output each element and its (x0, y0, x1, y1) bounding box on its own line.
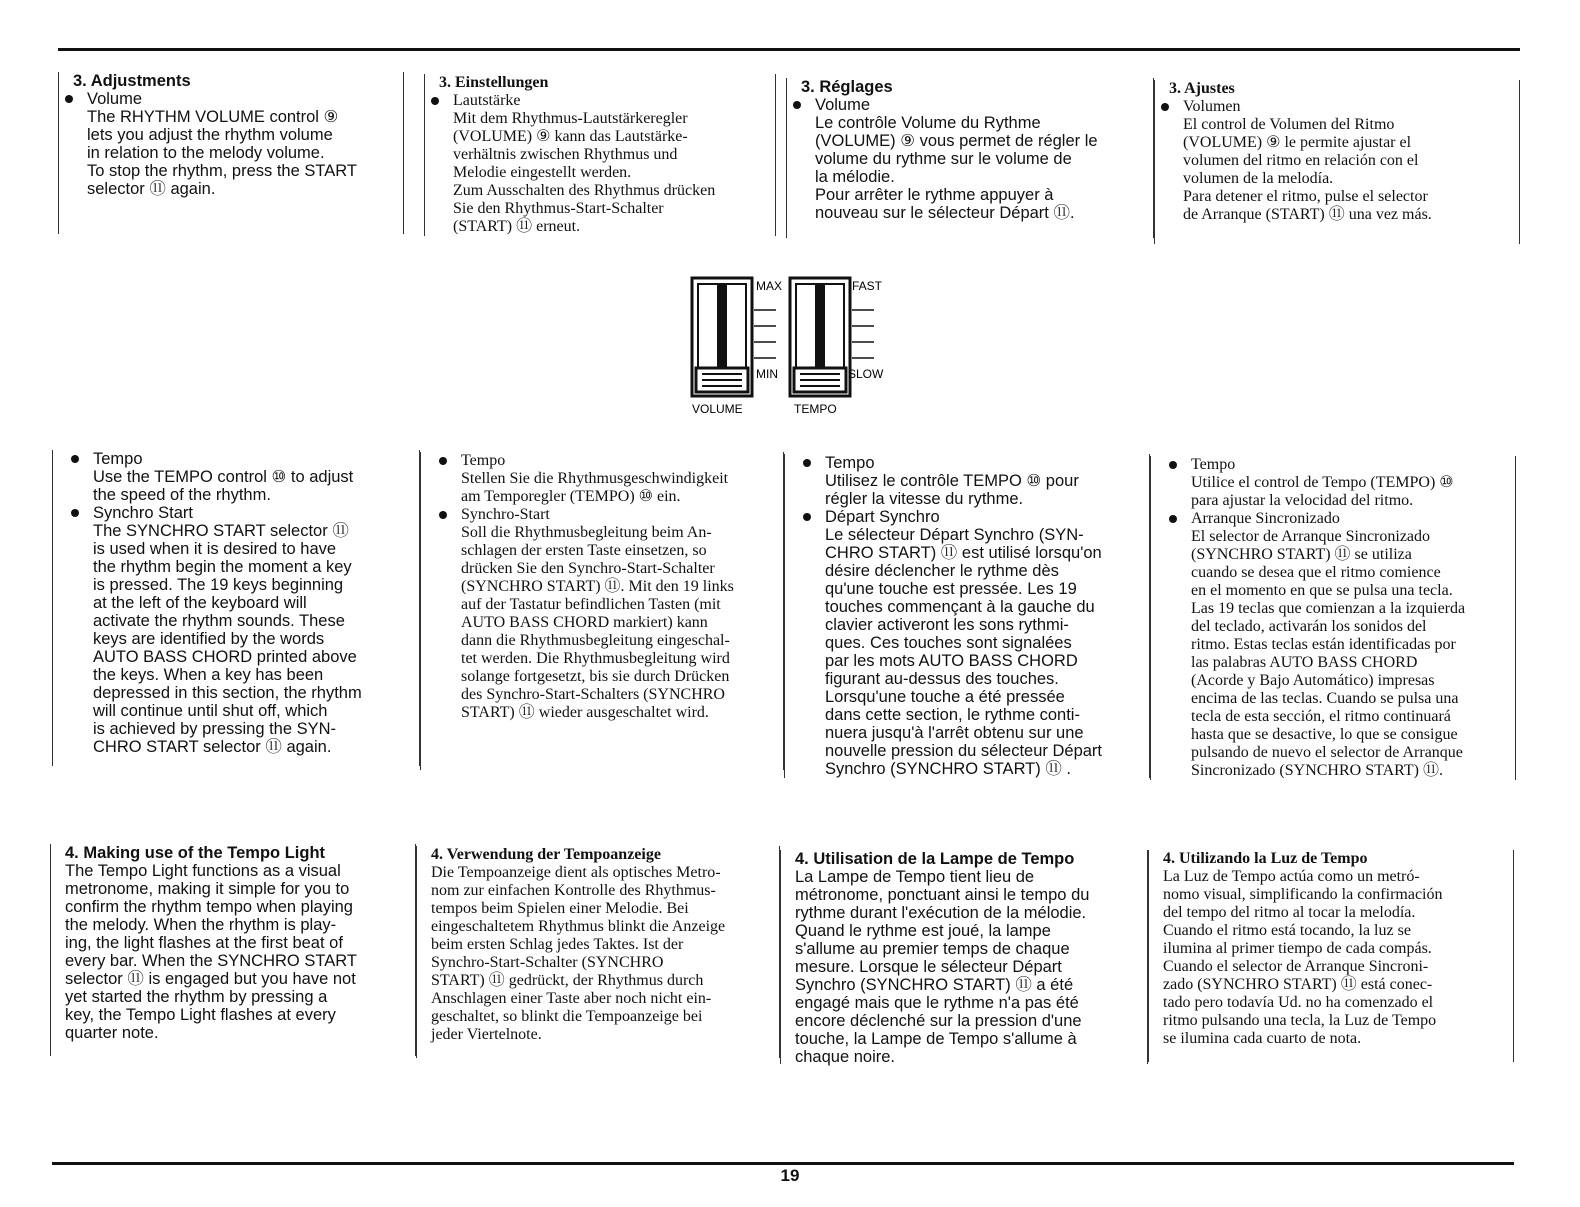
text-line: verhältnis zwischen Rhythmus und (453, 146, 678, 163)
text-line: Melodie eingestellt werden. (453, 164, 632, 181)
text-line: The RHYTHM VOLUME control ⑨ (87, 108, 339, 126)
text-line: jeder Viertelnote. (431, 1026, 542, 1043)
bullet-icon (71, 509, 79, 517)
text-line: Die Tempoanzeige dient als optisches Metro- (431, 864, 721, 881)
text-line: Quand le rythme est joué, la lampe (795, 922, 1051, 940)
text-line: del tempo del ritmo al tocar la melodía. (1163, 904, 1416, 921)
text-line: encore déclenché sur la pression d'une (795, 1012, 1082, 1030)
text-line: Synchro (SYNCHRO START) ⑪ a été (795, 976, 1074, 994)
bullet-icon (65, 95, 73, 103)
spanish-tempo-light (1148, 850, 1514, 1062)
text-line: Para detener el ritmo, pulse el selector (1183, 188, 1428, 205)
text-line: To stop the rhythm, press the START (87, 162, 357, 180)
adjustments-heading: 3. Réglages (801, 78, 893, 96)
text-line: selector ⑪ is engaged but you have not (65, 970, 356, 988)
text-line: ritmo pulsando una tecla, la Luz de Tempo (1163, 1012, 1437, 1029)
volume-min-label: MIN (756, 367, 778, 381)
text-line: en el momento en que se pulsa una tecla. (1191, 582, 1453, 599)
volume-max-label: MAX (756, 279, 783, 293)
text-line: la mélodie. (815, 168, 895, 186)
text-line: ritmo. Estas teclas están identificadas por (1191, 636, 1456, 653)
text-line: START) ⑪ gedrückt, der Rhythmus durch (431, 972, 704, 989)
text-line: métronome, ponctuant ainsi le tempo du (795, 886, 1090, 904)
tempo-label: Tempo (461, 452, 506, 469)
text-line: dann die Rhythmusbegleitung eingeschal- (461, 632, 730, 649)
text-line: the speed of the rhythm. (93, 486, 271, 504)
tempo-light-heading: 4. Utilizando la Luz de Tempo (1163, 850, 1368, 867)
text-line: Lorsqu'une touche a été pressée (825, 688, 1065, 706)
synchro-item (435, 506, 777, 722)
text-line: nom zur einfachen Kontrolle des Rhythmus- (431, 882, 716, 899)
text-line: geschaltet, so blinkt die Tempoanzeige bei (431, 1008, 703, 1025)
text-line: CHRO START) ⑪ est utilisé lorsqu'on (825, 544, 1102, 562)
text-line: clavier activeront les sons rythmi- (825, 616, 1069, 634)
text-line: The SYNCHRO START selector ⑪ (93, 522, 349, 540)
text-line: beim ersten Schlag jedes Taktes. Ist der (431, 936, 684, 953)
text-line: nuera jusqu'à l'arrêt obtenu sur une (825, 724, 1084, 742)
text-line: yet started the rhythm by pressing a (65, 988, 328, 1006)
text-line: START) ⑪ wieder ausgeschaltet wird. (461, 704, 709, 721)
text-line: Pour arrêter le rythme appuyer à (815, 186, 1054, 204)
english-tempo-light (50, 844, 416, 1056)
text-line: zado (SYNCHRO START) ⑪ está conec- (1163, 976, 1433, 993)
text-line: Sincronizado (SYNCHRO START) ⑪. (1191, 762, 1443, 779)
text-line: Cuando el ritmo está tocando, la luz se (1163, 922, 1411, 939)
tempo-slow-label: SLOW (848, 367, 884, 381)
german-tempo-light (416, 846, 780, 1058)
text-line: chaque noire. (795, 1048, 895, 1066)
text-line: touche, la Lampe de Tempo s'allume à (795, 1030, 1077, 1048)
tempo-label: Tempo (93, 450, 143, 468)
tempo-label: Tempo (825, 454, 875, 472)
tempo-light-heading: 4. Utilisation de la Lampe de Tempo (795, 850, 1075, 868)
bullet-icon (1169, 461, 1177, 469)
text-line: is pressed. The 19 keys beginning (93, 576, 344, 594)
text-line: selector ⑪ again. (87, 180, 216, 198)
text-line: para ajustar la velocidad del ritmo. (1191, 492, 1414, 509)
text-line: désire déclencher le rythme dès (825, 562, 1059, 580)
text-line: cuando se desea que el ritmo comience (1191, 564, 1441, 581)
english-tempo-synchro (52, 450, 420, 766)
german-adjustments (424, 74, 776, 236)
text-line: nouveau sur le sélecteur Départ ⑪. (815, 204, 1075, 222)
text-line: (VOLUME) ⑨ vous permet de régler le (815, 132, 1098, 150)
tempo-light-heading: 4. Making use of the Tempo Light (65, 844, 326, 862)
spanish-tempo-synchro (1150, 456, 1516, 780)
volume-item (61, 90, 397, 198)
text-line: rythme durant l'exécution de la mélodie. (795, 904, 1087, 922)
text-line: ilumina al primer tiempo de cada compás. (1163, 940, 1432, 957)
text-line: AUTO BASS CHORD markiert) kann (461, 614, 708, 631)
text-line: touches commençant à la gauche du (825, 598, 1095, 616)
text-line: auf der Tastatur befindlichen Tasten (mit (461, 596, 721, 613)
text-line: depressed in this section, the rhythm (93, 684, 362, 702)
bullet-icon (439, 457, 447, 465)
text-line: lets you adjust the rhythm volume (87, 126, 333, 144)
text-line: Anschlagen einer Taste aber noch nicht ein- (431, 990, 712, 1007)
synchro-label: Arranque Sincronizado (1191, 510, 1340, 527)
text-line: Utilice el control de Tempo (TEMPO) ⑩ (1191, 474, 1454, 491)
text-line: will continue until shut off, which (93, 702, 328, 720)
text-line: Soll die Rhythmusbegleitung beim An- (461, 524, 712, 541)
synchro-item (67, 504, 413, 756)
text-line: drücken Sie den Synchro-Start-Schalter (461, 560, 715, 577)
bullet-icon (431, 97, 439, 105)
text-line: volumen del ritmo en relación con el (1183, 152, 1419, 169)
text-line: tecla de esta sección, el ritmo continuará (1191, 708, 1451, 725)
text-line: (SYNCHRO START) ⑪. Mit den 19 links (461, 578, 734, 595)
text-line: El control de Volumen del Ritmo (1183, 116, 1395, 133)
text-line: Sie den Rhythmus-Start-Schalter (453, 200, 664, 217)
tempo-caption: TEMPO (794, 402, 837, 416)
volume-label: Volumen (1183, 98, 1241, 115)
text-line: Las 19 teclas que comienzan a la izquierda (1191, 600, 1466, 617)
text-line: in relation to the melody volume. (87, 144, 325, 162)
volume-item (1157, 98, 1513, 224)
text-line: schlagen der ersten Taste einsetzen, so (461, 542, 707, 559)
bullet-icon (803, 459, 811, 467)
bullet-icon (439, 511, 447, 519)
text-line: tempos beim Spielen einer Melodie. Bei (431, 900, 689, 917)
text-line: La Lampe de Tempo tient lieu de (795, 868, 1035, 886)
text-line: tado pero todavía Ud. no ha comenzado el (1163, 994, 1434, 1011)
text-line: Cuando el selector de Arranque Sincroni- (1163, 958, 1429, 975)
text-line: solange fortgesetzt, bis sie durch Drücken (461, 668, 730, 685)
volume-label: Volume (815, 96, 871, 114)
adjustments-heading: 3. Einstellungen (439, 74, 549, 91)
text-line: engagé mais que le rythme n'a pas été (795, 994, 1079, 1012)
text-line: Stellen Sie die Rhythmusgeschwindigkeit (461, 470, 729, 487)
volume-label: Lautstärke (453, 92, 521, 109)
text-line: del teclado, activarán los sonidos del (1191, 618, 1427, 635)
text-line: las palabras AUTO BASS CHORD (1191, 654, 1418, 671)
text-line: Zum Ausschalten des Rhythmus drücken (453, 182, 716, 199)
tempo-label: Tempo (1191, 456, 1236, 473)
text-line: ing, the light flashes at the first beat of (65, 934, 343, 952)
text-line: nouvelle pression du sélecteur Départ (825, 742, 1102, 760)
text-line: volume du rythme sur le volume de (815, 150, 1072, 168)
text-line: AUTO BASS CHORD printed above (93, 648, 357, 666)
volume-item (789, 96, 1147, 222)
text-line: Le contrôle Volume du Rythme (815, 114, 1041, 132)
bullet-icon (71, 455, 79, 463)
synchro-label: Synchro-Start (461, 506, 550, 523)
text-line: figurant au-dessus des touches. (825, 670, 1059, 688)
text-line: La Luz de Tempo actúa como un metró- (1163, 868, 1420, 885)
top-rule (58, 48, 1520, 51)
text-line: metronome, making it simple for you to (65, 880, 350, 898)
text-line: nomo visual, simplificando la confirmación (1163, 886, 1443, 903)
english-adjustments (58, 72, 404, 234)
text-line: hasta que se desactive, lo que se consigue (1191, 726, 1458, 743)
text-line: régler la vitesse du rythme. (825, 490, 1024, 508)
synchro-label: Départ Synchro (825, 508, 940, 526)
text-line: confirm the rhythm tempo when playing (65, 898, 353, 916)
volume-item (427, 92, 769, 236)
tempo-fast-label: FAST (852, 279, 883, 293)
french-adjustments (786, 78, 1154, 238)
text-line: s'allume au premier temps de chaque (795, 940, 1070, 958)
text-line: se ilumina cada cuarto de nota. (1163, 1030, 1362, 1047)
text-line: tet werden. Die Rhythmusbegleitung wird (461, 650, 730, 667)
bullet-icon (803, 513, 811, 521)
text-line: dans cette section, le rythme conti- (825, 706, 1080, 724)
text-line: Mit dem Rhythmus-Lautstärkeregler (453, 110, 688, 127)
text-line: is used when it is desired to have (93, 540, 337, 558)
text-line: at the left of the keyboard will (93, 594, 307, 612)
tempo-item (799, 454, 1143, 508)
text-line: is achieved by pressing the SYN- (93, 720, 337, 738)
tempo-item (435, 452, 777, 506)
tempo-item (67, 450, 413, 504)
text-line: Synchro-Start-Schalter (SYNCHRO (431, 954, 664, 971)
volume-label: Volume (87, 90, 143, 108)
text-line: the keys. When a key has been (93, 666, 324, 684)
text-line: ques. Ces touches sont signalées (825, 634, 1072, 652)
text-line: El selector de Arranque Sincronizado (1191, 528, 1431, 545)
text-line: par les mots AUTO BASS CHORD (825, 652, 1078, 670)
text-line: (SYNCHRO START) ⑪ se utiliza (1191, 546, 1412, 563)
text-line: de Arranque (START) ⑪ una vez más. (1183, 206, 1432, 223)
adjustments-heading: 3. Adjustments (73, 72, 191, 90)
page-number: 19 (780, 1166, 800, 1185)
text-line: keys are identified by the words (93, 630, 325, 648)
bullet-icon (1161, 103, 1169, 111)
text-line: volumen de la melodía. (1183, 170, 1334, 187)
text-line: Synchro (SYNCHRO START) ⑪ . (825, 760, 1072, 778)
text-line: the melody. When the rhythm is play- (65, 916, 337, 934)
tempo-item (1165, 456, 1509, 510)
text-line: (START) ⑪ erneut. (453, 218, 581, 235)
text-line: des Synchro-Start-Schalters (SYNCHRO (461, 686, 725, 703)
text-line: qu'une touche est pressée. Les 19 (825, 580, 1077, 598)
text-line: Le sélecteur Départ Synchro (SYN- (825, 526, 1084, 544)
text-line: Use the TEMPO control ⑩ to adjust (93, 468, 354, 486)
bottom-rule (52, 1162, 1514, 1165)
text-line: every bar. When the SYNCHRO START (65, 952, 357, 970)
french-tempo-light (780, 850, 1148, 1064)
text-line: CHRO START selector ⑪ again. (93, 738, 332, 756)
volume-caption: VOLUME (692, 402, 743, 416)
german-tempo-synchro (420, 452, 784, 770)
text-line: eingeschaltetem Rhythmus blinkt die Anzeige (431, 918, 726, 935)
bullet-icon (793, 101, 801, 109)
text-line: (Acorde y Bajo Automático) impresas (1191, 672, 1435, 689)
text-line: activate the rhythm sounds. These (93, 612, 345, 630)
synchro-label: Synchro Start (93, 504, 193, 522)
text-line: pulsando de nuevo el selector de Arranque (1191, 744, 1463, 761)
text-line: (VOLUME) ⑨ le permite ajustar el (1183, 134, 1412, 151)
synchro-item (1165, 510, 1509, 780)
bullet-icon (1169, 515, 1177, 523)
text-line: key, the Tempo Light flashes at every (65, 1006, 336, 1024)
text-line: quarter note. (65, 1024, 159, 1042)
text-line: (VOLUME) ⑨ kann das Lautstärke- (453, 128, 688, 145)
text-line: am Temporegler (TEMPO) ⑩ ein. (461, 488, 681, 505)
text-line: encima de las teclas. Cuando se pulsa una (1191, 690, 1459, 707)
slider-figure (680, 270, 900, 420)
tempo-light-heading: 4. Verwendung der Tempoanzeige (431, 846, 661, 863)
adjustments-heading: 3. Ajustes (1169, 80, 1235, 97)
text-line: mesure. Lorsque le sélecteur Départ (795, 958, 1062, 976)
spanish-adjustments (1154, 80, 1520, 244)
text-line: the rhythm begin the moment a key (93, 558, 352, 576)
text-line: The Tempo Light functions as a visual (65, 862, 341, 880)
text-line: Utilisez le contrôle TEMPO ⑩ pour (825, 472, 1079, 490)
synchro-item (799, 508, 1143, 778)
french-tempo-synchro (784, 454, 1150, 778)
